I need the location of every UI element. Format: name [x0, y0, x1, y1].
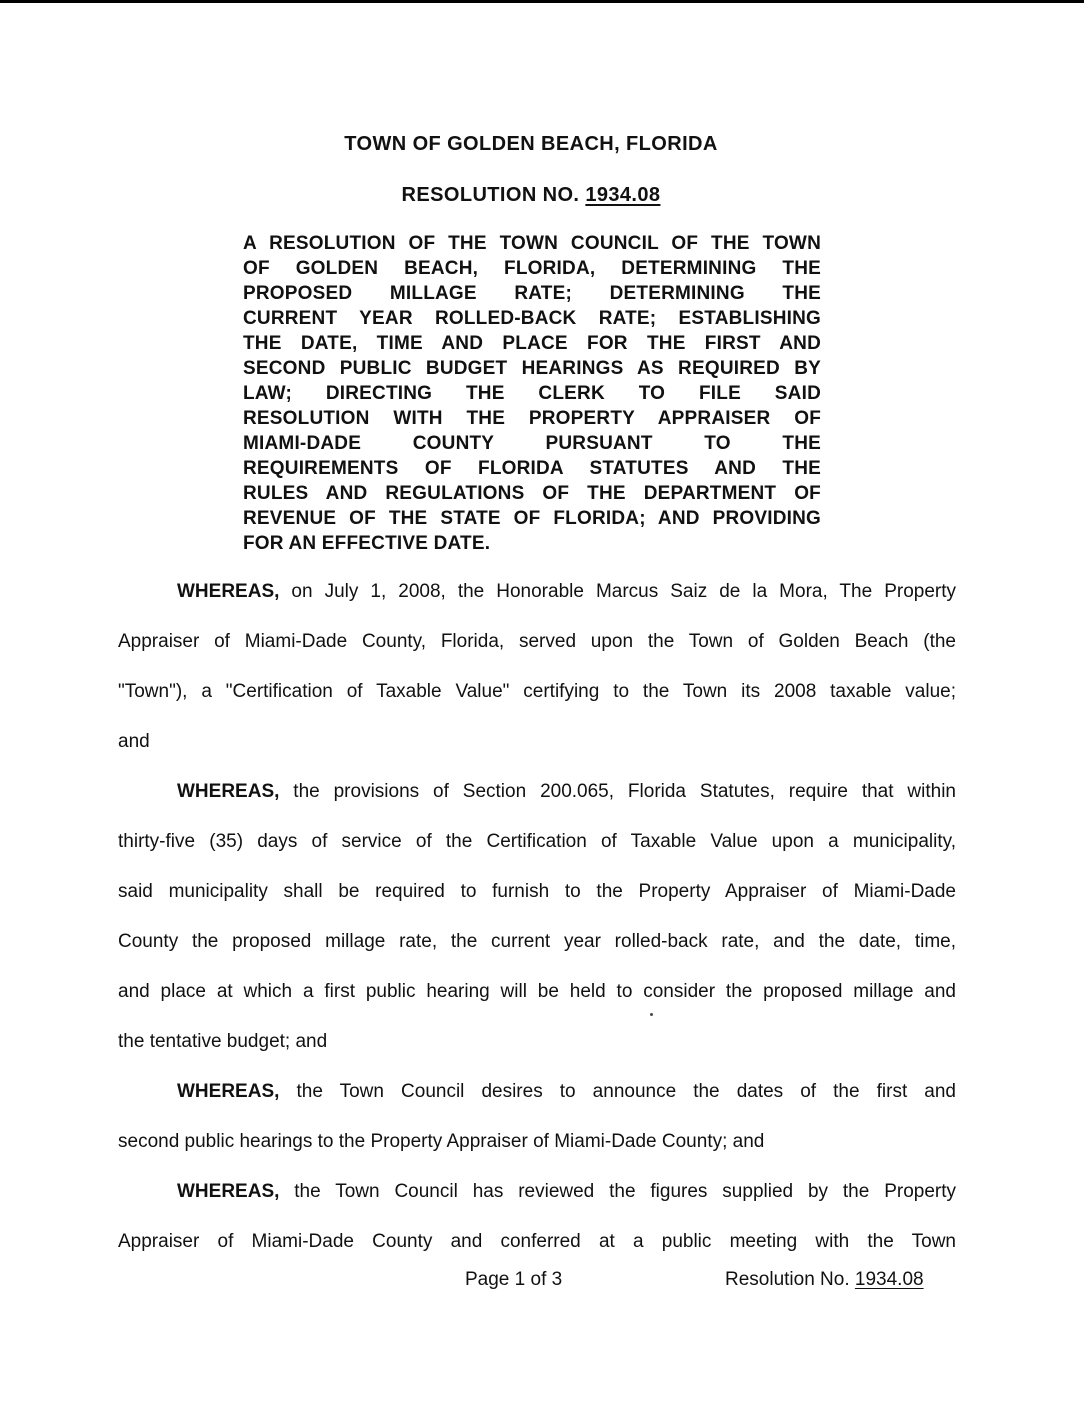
- preamble-line: RESOLUTION WITH THE PROPERTY APPRAISER OF: [243, 408, 821, 429]
- paragraph-line: second public hearings to the Property Appraiser of Miami-Dade County; and: [118, 1131, 765, 1152]
- footer-resolution-ref: [725, 1266, 924, 1294]
- whereas-lead: WHEREAS,: [177, 781, 280, 802]
- resolution-heading-label: RESOLUTION NO.: [401, 184, 586, 206]
- paragraph-line: [118, 1067, 956, 1117]
- preamble-line: CURRENT YEAR ROLLED-BACK RATE; ESTABLISHING: [243, 308, 821, 329]
- paragraph-line-text: the Town Council has reviewed the figures supplied by the Property: [279, 1181, 956, 1202]
- preamble-line: MIAMI-DADE COUNTY PURSUANT TO THE: [243, 433, 821, 454]
- paragraph-line: "Town"), a "Certification of Taxable Value" certifying to the Town its 2008 taxable value;: [118, 681, 956, 702]
- preamble-line: REQUIREMENTS OF FLORIDA STATUTES AND THE: [243, 458, 821, 479]
- scan-artifact-dot: [650, 1013, 653, 1016]
- paragraph-line-text: on July 1, 2008, the Honorable Marcus Saiz de la Mora, The Property: [279, 581, 956, 602]
- paragraph-line: [118, 567, 956, 617]
- paragraph-line-text: the provisions of Section 200.065, Florida Statutes, require that within: [279, 781, 956, 802]
- preamble-line: RULES AND REGULATIONS OF THE DEPARTMENT OF: [243, 483, 821, 504]
- whereas-lead: WHEREAS,: [177, 1081, 280, 1102]
- preamble-line: REVENUE OF THE STATE OF FLORIDA; AND PROVIDING: [243, 508, 821, 529]
- preamble-line: THE DATE, TIME AND PLACE FOR THE FIRST AND: [243, 333, 821, 354]
- paragraph-line: Appraiser of Miami-Dade County and conferred at a public meeting with the Town: [118, 1231, 956, 1252]
- paragraph-line: County the proposed millage rate, the current year rolled-back rate, and the date, time,: [118, 931, 956, 952]
- footer-resolution-number: 1934.08: [854, 1269, 924, 1290]
- scan-edge-artifact: [0, 0, 1084, 3]
- paragraph-line: said municipality shall be required to furnish to the Property Appraiser of Miami-Dade: [118, 881, 956, 902]
- paragraph-line: and: [118, 731, 150, 752]
- page-number: Page 1 of 3: [465, 1269, 563, 1290]
- resolution-number: 1934.08: [585, 184, 661, 206]
- preamble-line: LAW; DIRECTING THE CLERK TO FILE SAID: [243, 383, 821, 404]
- footer-resolution-label: Resolution No.: [725, 1269, 855, 1290]
- preamble-line: A RESOLUTION OF THE TOWN COUNCIL OF THE TOWN: [243, 233, 821, 254]
- paragraph-line: [118, 767, 956, 817]
- whereas-lead: WHEREAS,: [177, 581, 280, 602]
- resolution-preamble: [243, 231, 821, 556]
- resolution-heading: [0, 184, 1062, 207]
- preamble-line: PROPOSED MILLAGE RATE; DETERMINING THE: [243, 283, 821, 304]
- paragraph-line: thirty-five (35) days of service of the Certification of Taxable Value upon a municipality,: [118, 831, 956, 852]
- paragraph-line: Appraiser of Miami-Dade County, Florida, served upon the Town of Golden Beach (the: [118, 631, 956, 652]
- paragraph-line: and place at which a first public hearing will be held to consider the proposed millage and: [118, 981, 956, 1002]
- paragraph-line: [118, 1167, 956, 1217]
- preamble-line: FOR AN EFFECTIVE DATE.: [243, 533, 491, 554]
- paragraph-line-text: the Town Council desires to announce the dates of the first and: [279, 1081, 956, 1102]
- document-body: [118, 567, 956, 1267]
- whereas-lead: WHEREAS,: [177, 1181, 280, 1202]
- document-title: TOWN OF GOLDEN BEACH, FLORIDA: [344, 133, 718, 155]
- preamble-line: OF GOLDEN BEACH, FLORIDA, DETERMINING THE: [243, 258, 821, 279]
- preamble-line: SECOND PUBLIC BUDGET HEARINGS AS REQUIRED BY: [243, 358, 821, 379]
- paragraph-line: the tentative budget; and: [118, 1031, 328, 1052]
